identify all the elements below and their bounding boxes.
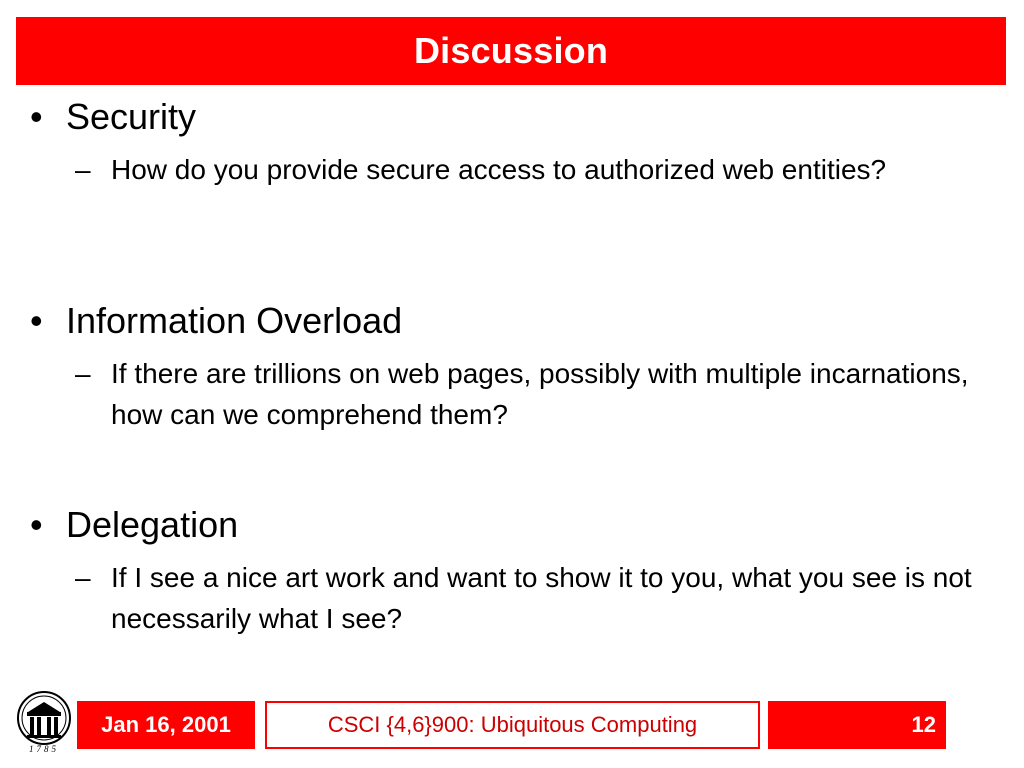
university-arch-logo-icon [16,690,72,754]
bullet-marker: • [30,300,43,341]
sub-bullet-text: How do you provide secure access to authorized web entities? [111,154,887,185]
sub-bullet-delegation [75,557,975,639]
title-bar [16,17,1006,85]
bullet-delegation [30,504,238,546]
sub-marker: – [75,358,91,389]
footer-date-text: Jan 16, 2001 [101,712,231,737]
footer-page-number [768,701,946,749]
bullet-information-overload [30,300,402,342]
logo-year: 1785 [29,744,59,754]
bullet-heading: Information Overload [66,300,403,341]
bullet-heading: Security [66,96,197,137]
sub-bullet-information-overload [75,353,975,435]
bullet-marker: • [30,504,43,545]
footer-date [77,701,255,749]
bullet-heading: Delegation [66,504,239,545]
footer-page-text: 12 [911,712,936,737]
sub-marker: – [75,562,91,593]
footer-course-text: CSCI {4,6}900: Ubiquitous Computing [327,712,698,737]
footer-course [265,701,760,749]
sub-bullet-text: If I see a nice art work and want to show it to you, what you see is not necessarily what I see? [111,562,972,634]
sub-marker: – [75,154,91,185]
sub-bullet-text: If there are trillions on web pages, possibly with multiple incarnations, how can we comprehend them? [111,358,969,430]
bullet-security [30,96,196,138]
sub-bullet-security [75,149,975,190]
slide-title: Discussion [413,30,609,71]
footer-course-inner [267,703,758,747]
bullet-marker: • [30,96,43,137]
